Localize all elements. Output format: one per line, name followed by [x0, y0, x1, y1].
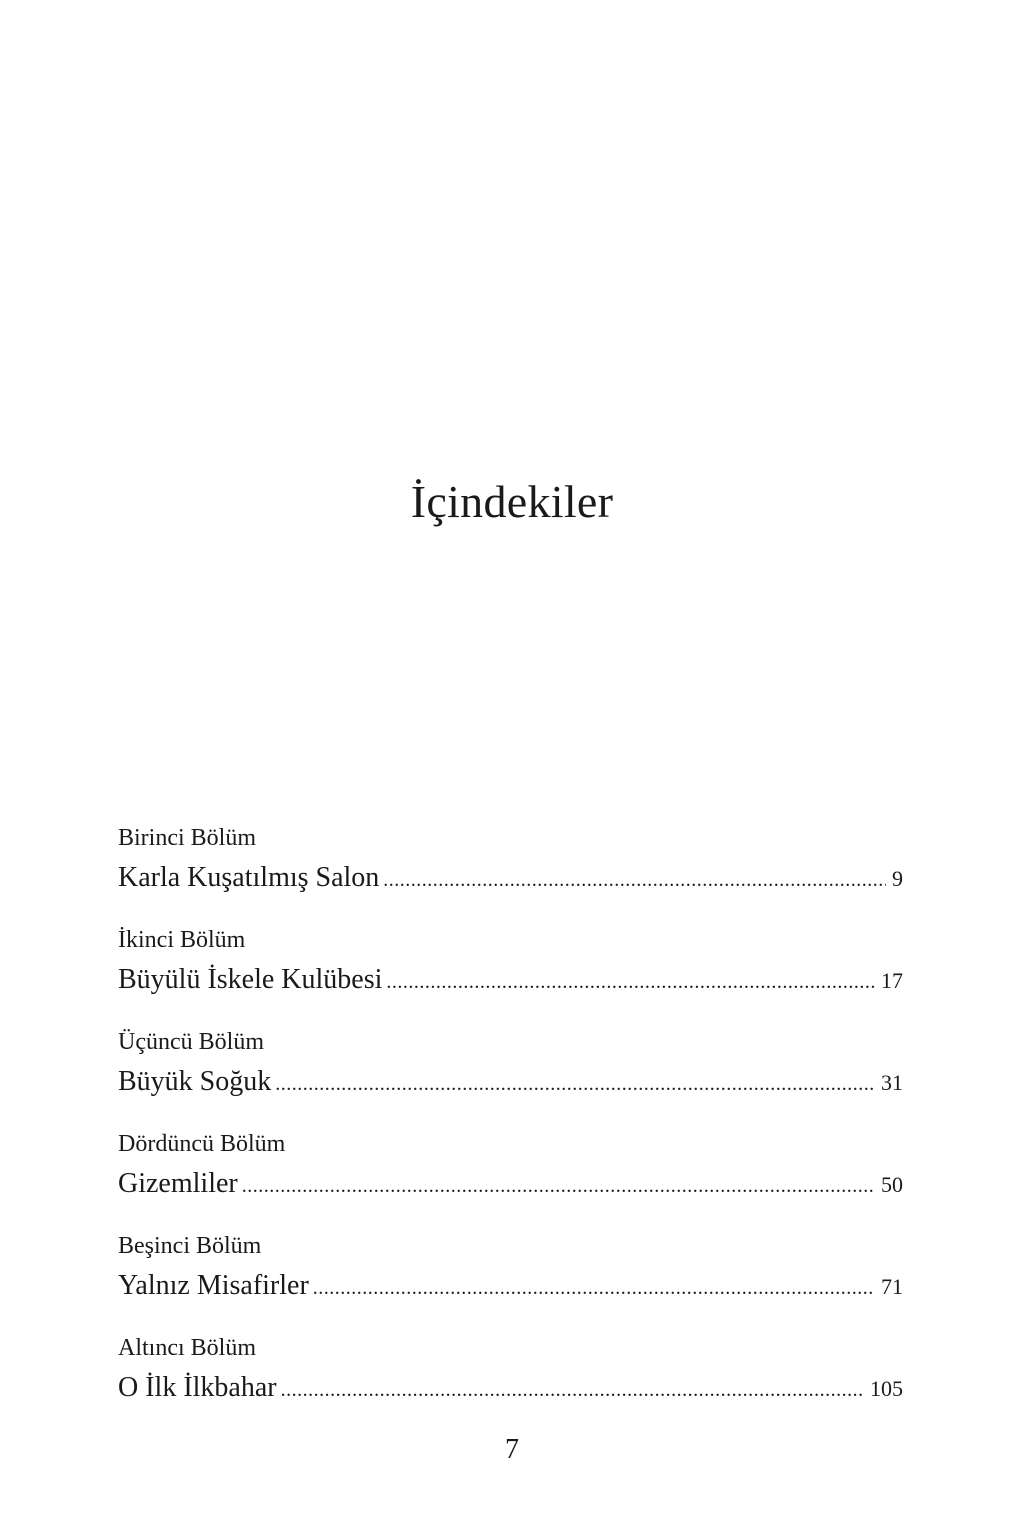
chapter-line	[118, 1266, 903, 1306]
dot-leader	[242, 1166, 875, 1206]
chapter-page-number: 31	[881, 1070, 903, 1095]
toc-entry-5	[118, 1228, 903, 1330]
chapter-page-number: 50	[881, 1172, 903, 1197]
chapter-title: Yalnız Misafirler	[118, 1270, 309, 1301]
page-number: 7	[505, 1434, 519, 1465]
chapter-page-number: 71	[881, 1274, 903, 1299]
chapter-line	[118, 858, 903, 898]
chapter-label: Altıncı Bölüm	[118, 1335, 256, 1361]
dot-leader	[386, 962, 875, 1002]
chapter-line	[118, 960, 903, 1000]
chapter-title: Karla Kuşatılmış Salon	[118, 862, 380, 893]
chapter-title: Büyülü İskele Kulübesi	[118, 964, 383, 995]
chapter-line	[118, 1062, 903, 1102]
chapter-page-number: 9	[892, 866, 903, 891]
chapter-line	[118, 1368, 903, 1408]
dot-leader	[275, 1064, 875, 1104]
dot-leader	[281, 1370, 864, 1410]
table-of-contents	[118, 820, 903, 1432]
chapter-label: Üçüncü Bölüm	[118, 1029, 264, 1055]
toc-entry-3	[118, 1024, 903, 1126]
toc-entry-6	[118, 1330, 903, 1432]
toc-entry-2	[118, 922, 903, 1024]
chapter-page-number: 105	[870, 1376, 903, 1401]
chapter-label: Birinci Bölüm	[118, 825, 256, 851]
dot-leader	[383, 860, 886, 900]
chapter-label: Beşinci Bölüm	[118, 1233, 262, 1259]
chapter-label: Dördüncü Bölüm	[118, 1131, 286, 1157]
chapter-line	[118, 1164, 903, 1204]
toc-entry-1	[118, 820, 903, 922]
chapter-title: O İlk İlkbahar	[118, 1372, 277, 1403]
toc-entry-4	[118, 1126, 903, 1228]
page-title: İçindekiler	[410, 476, 614, 527]
chapter-title: Büyük Soğuk	[118, 1066, 272, 1097]
chapter-page-number: 17	[881, 968, 903, 993]
chapter-label: İkinci Bölüm	[118, 927, 246, 953]
chapter-title: Gizemliler	[118, 1168, 238, 1199]
dot-leader	[313, 1268, 875, 1308]
